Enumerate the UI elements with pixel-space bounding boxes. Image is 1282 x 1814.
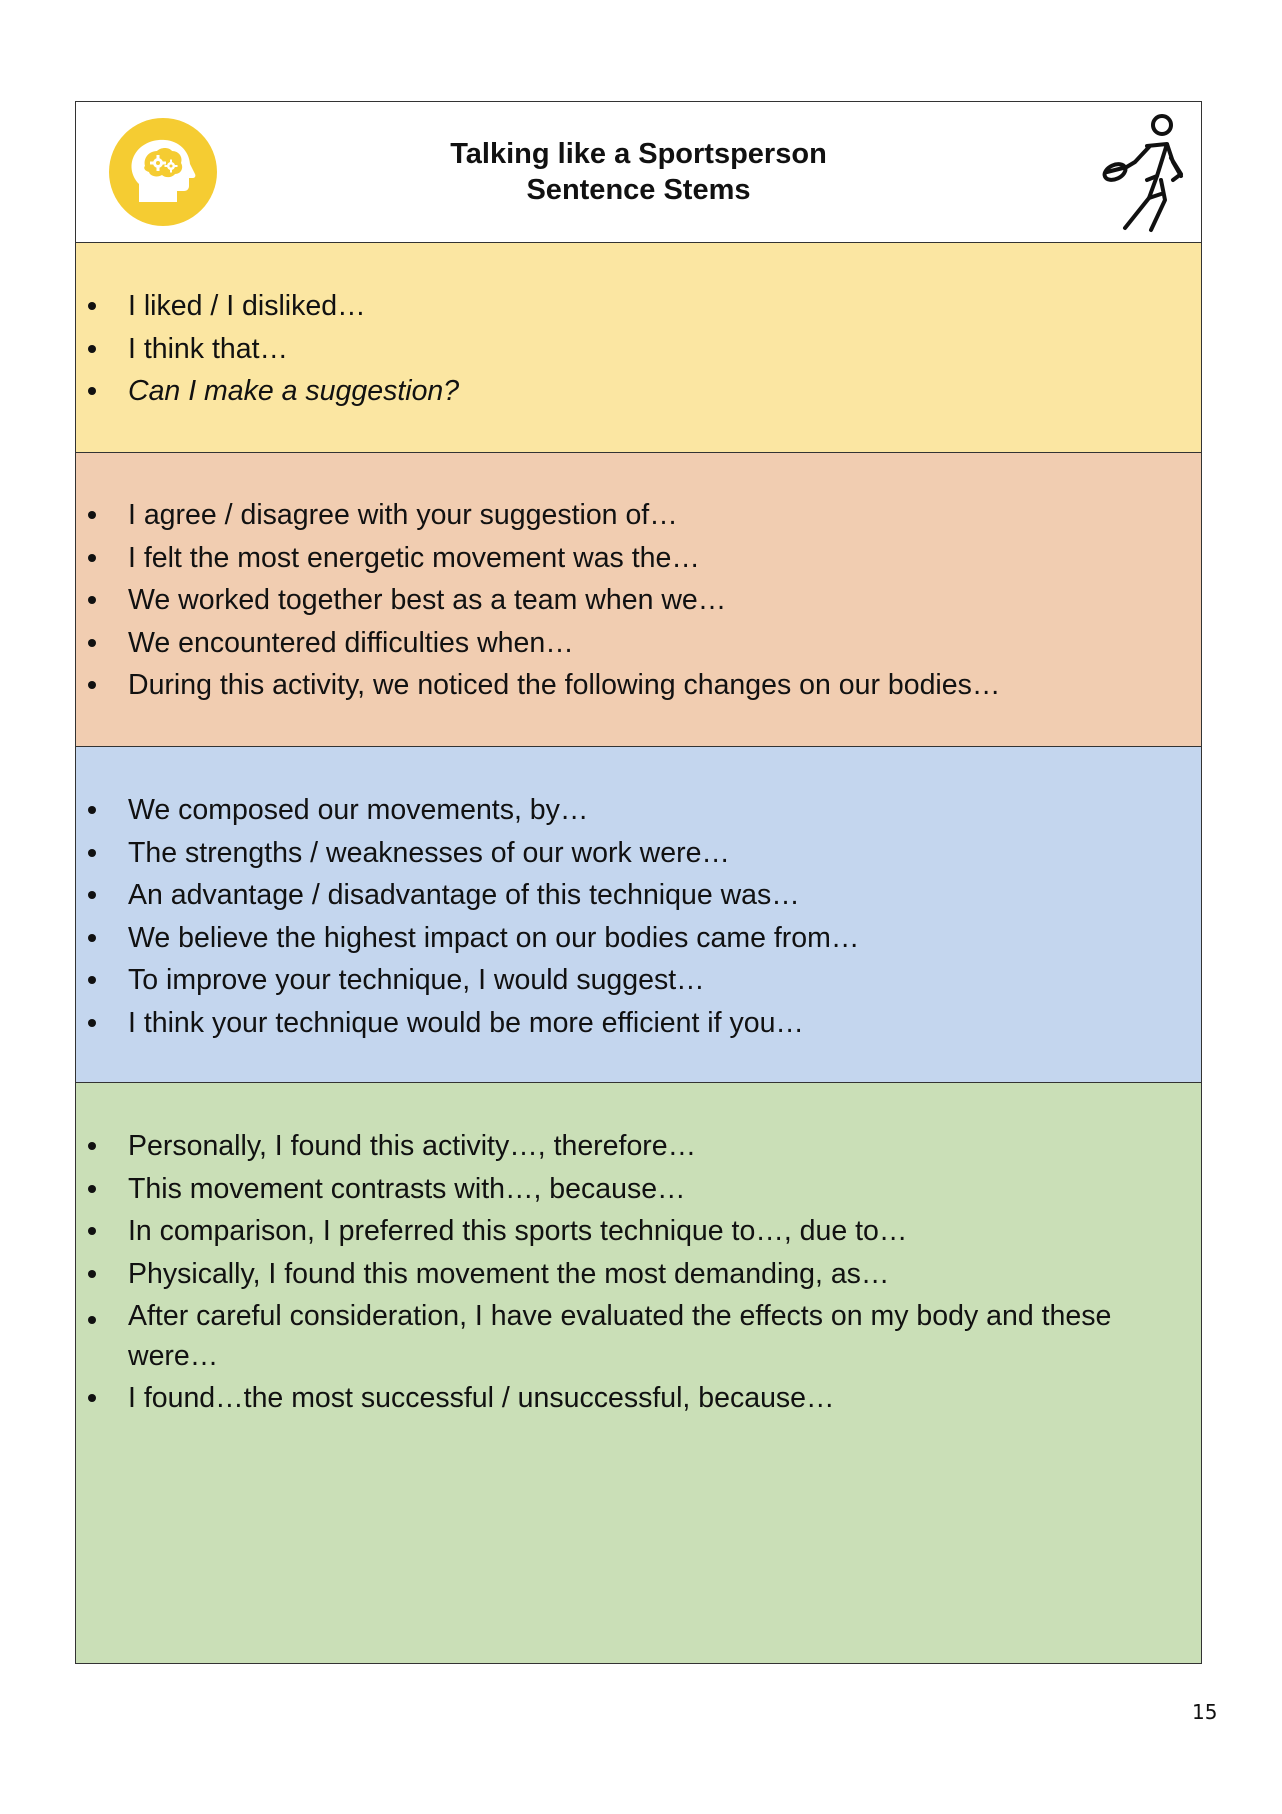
list-item: I found…the most successful / unsuccessful, because… [76,1377,1181,1420]
page-title [236,136,1041,208]
list-item: I think your technique would be more efficient if you… [76,1002,1181,1045]
bullet-icon [88,387,96,395]
stems-list-2 [76,494,1181,707]
list-item: I agree / disagree with your suggestion of… [76,494,1181,537]
list-item: Personally, I found this activity…, therefore… [76,1125,1181,1168]
bullet-icon [88,1227,96,1235]
list-item: To improve your technique, I would suggest… [76,959,1181,1002]
bullet-icon [88,1019,96,1027]
list-item: Can I make a suggestion? [76,370,1181,413]
bullet-icon [88,554,96,562]
list-item: Physically, I found this movement the most demanding, as… [76,1253,1181,1296]
list-item: We encountered difficulties when… [76,622,1181,665]
list-item: During this activity, we noticed the following changes on our bodies… [76,664,1181,707]
list-item: We composed our movements, by… [76,789,1181,832]
bullet-icon [88,934,96,942]
section-technique [76,747,1201,1083]
list-item: This movement contrasts with…, because… [76,1168,1181,1211]
list-item: We worked together best as a team when we… [76,579,1181,622]
bullet-icon [88,891,96,899]
bullet-icon [88,596,96,604]
bullet-icon [88,806,96,814]
bullet-icon [88,1316,96,1324]
list-item: I think that… [76,328,1181,371]
list-item: After careful consideration, I have evaluated the effects on my body and these were… [76,1295,1181,1377]
section-evaluation [76,1083,1201,1663]
bullet-icon [88,345,96,353]
bullet-icon [88,1185,96,1193]
title-line-1: Talking like a Sportsperson [450,138,827,170]
brain-gears-icon [109,118,217,226]
page-number: 15 [1192,1700,1218,1724]
title-line-2: Sentence Stems [526,174,751,206]
bullet-icon [88,511,96,519]
list-item: An advantage / disadvantage of this technique was… [76,874,1181,917]
bullet-icon [88,681,96,689]
card-header [76,102,1201,243]
bullet-icon [88,1394,96,1402]
list-item: The strengths / weaknesses of our work were… [76,832,1181,875]
list-item: We believe the highest impact on our bodies came from… [76,917,1181,960]
stems-list-4 [76,1125,1181,1420]
runner-with-ball-icon [1095,110,1189,234]
stems-list-3 [76,789,1181,1044]
bullet-icon [88,976,96,984]
bullet-icon [88,1270,96,1278]
section-feelings [76,243,1201,453]
list-item: I liked / I disliked… [76,285,1181,328]
list-item: I felt the most energetic movement was the… [76,537,1181,580]
stems-list-1 [76,285,1181,413]
sentence-stems-card [75,101,1202,1664]
bullet-icon [88,1142,96,1150]
bullet-icon [88,639,96,647]
list-item: In comparison, I preferred this sports technique to…, due to… [76,1210,1181,1253]
bullet-icon [88,849,96,857]
section-agreement [76,453,1201,747]
bullet-icon [88,302,96,310]
